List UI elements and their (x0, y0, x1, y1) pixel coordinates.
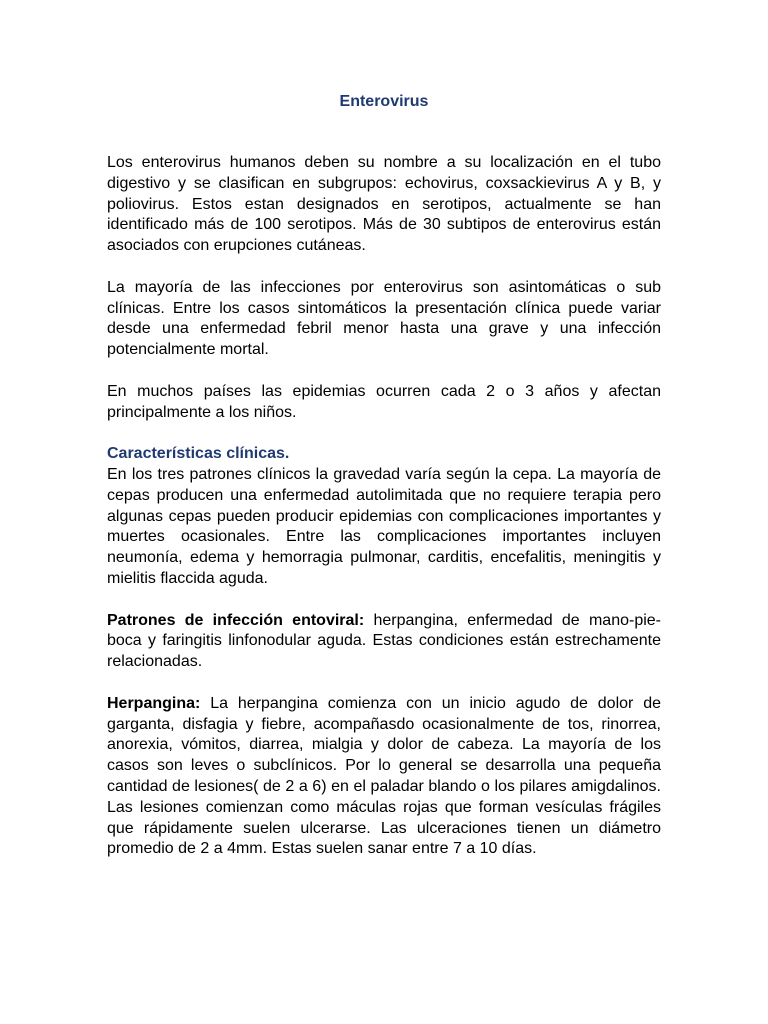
intro-paragraph: Los enterovirus humanos deben su nombre a su localización en el tubo digestivo y se clasifican en subgrupos: echovirus, coxsackievirus A y B, y poliovirus. Estos estan designados en serotipos, actualmente se han identificado más de 100 serotipos. Más de 30 subtipos de enterovirus están asociados con erupciones cutáneas. (107, 154, 661, 255)
herpangina-lead: Herpangina: (107, 694, 201, 712)
infections-paragraph: La mayoría de las infecciones por enterovirus son asintomáticas o sub clínicas. Entre los casos sintomáticos la presentación clínica puede variar desde una enfermedad febril menor hasta una grave y una infección potencialmente mortal. (107, 278, 661, 359)
spacer (107, 257, 661, 278)
section-heading: Características clínicas. (107, 445, 290, 463)
herpangina-text: La herpangina comienza con un inicio agudo de dolor de garganta, disfagia y fiebre, acompañasdo ocasionalmente de tos, rinorrea, anorexia, vómitos, diarrea, mialgia y dolor de cabeza. La mayoría de los casos son leves o subclínicos. Por lo general se desarrolla una pequeña cantidad de lesiones( de 2 a 6) en el paladar blando o los pilares amigdalinos. Las lesiones comienzan como máculas rojas que forman vesículas frágiles que rápidamente suelen ulcerarse. Las ulceraciones tienen un diámetro promedio de 2 a 4mm. Estas suelen sanar entre 7 a 10 días. (107, 694, 661, 858)
page-title: Enterovirus (339, 93, 429, 110)
epidemics-paragraph: En muchos países las epidemias ocurren cada 2 o 3 años y afectan principalmente a los niños. (107, 382, 661, 421)
spacer (107, 361, 661, 382)
herpangina-paragraph (107, 694, 661, 860)
patterns-text: herpangina, enfermedad de mano-pie-boca y faringitis linfonodular aguda. Estas condiciones están estrechamente relacionadas. (107, 611, 662, 671)
clinical-paragraph: En los tres patrones clínicos la gravedad varía según la cepa. La mayoría de cepas producen una enfermedad autolimitada que no requiere terapia pero algunas cepas pueden producir epidemias con complicaciones importantes y muertes ocasionales. Entre las complicaciones importantes incluyen neumonía, edema y hemorragia pulmonar, carditis, encefalitis, meningitis y mielitis flaccida aguda. (107, 465, 661, 587)
patterns-lead: Patrones de infección entoviral: (107, 611, 365, 629)
spacer (107, 423, 661, 444)
patterns-paragraph (107, 611, 661, 673)
document-body (107, 153, 661, 860)
spacer (107, 673, 661, 694)
spacer (107, 590, 661, 611)
